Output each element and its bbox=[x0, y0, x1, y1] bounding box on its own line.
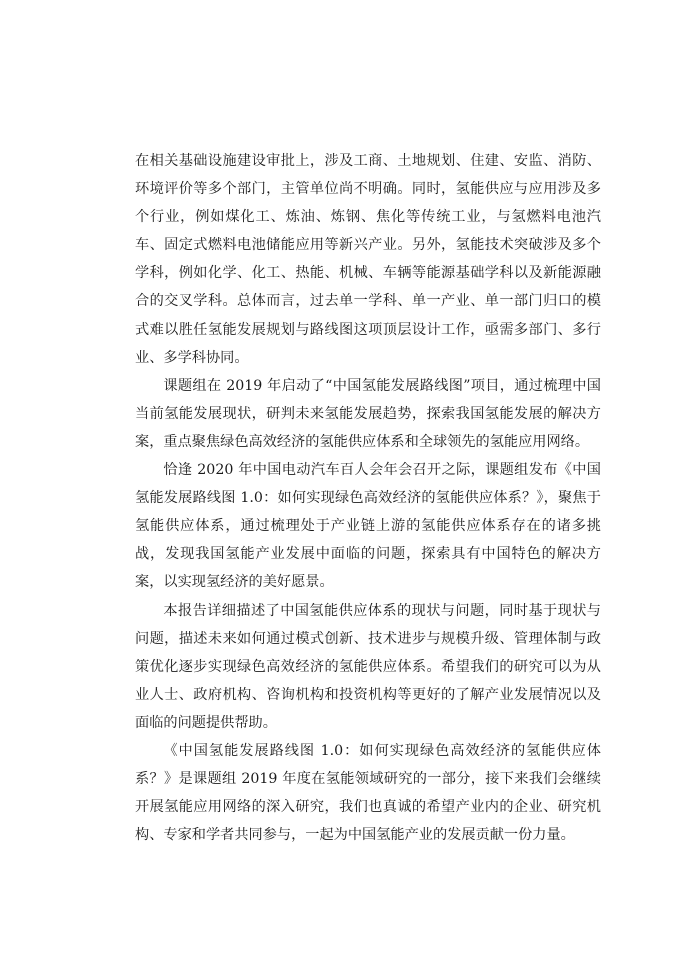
paragraph-2: 课题组在 2019 年启动了“中国氢能发展路线图”项目，通过梳理中国当前氢能发展现状，研判未来氢能发展趋势，探索我国氢能发展的解决方案，重点聚焦绿色高效经济的氢能供应体系和全球领先的氢能应用网络。 bbox=[135, 377, 601, 450]
paragraph-1: 在相关基础设施建设审批上，涉及工商、土地规划、住建、安监、消防、环境评价等多个部门，主管单位尚不明确。同时，氢能供应与应用涉及多个行业，例如煤化工、炼油、炼钢、焦化等传统工业，与氢燃料电池汽车、固定式燃料电池储能应用等新兴产业。另外，氢能技术突破涉及多个学科，例如化学、化工、热能、机械、车辆等能源基础学科以及新能源融合的交叉学科。总体而言，过去单一学科、单一产业、单一部门归口的模式难以胜任氢能发展规划与路线图这项顶层设计工作，亟需多部门、多行业、多学科协同。 bbox=[135, 153, 601, 366]
paragraph-4: 本报告详细描述了中国氢能供应体系的现状与问题，同时基于现状与问题，描述未来如何通过模式创新、技术进步与规模升级、管理体制与政策优化逐步实现绿色高效经济的氢能供应体系。希望我们的研究可以为从业人士、政府机构、咨询机构和投资机构等更好的了解产业发展情况以及面临的问题提供帮助。 bbox=[135, 602, 601, 731]
paragraph-5: 《中国氢能发展路线图 1.0：如何实现绿色高效经济的氢能供应体系？》是课题组 2019 年度在氢能领域研究的一部分，接下来我们会继续开展氢能应用网络的深入研究，我们也真诚的希望产业内的企业、研究机构、专家和学者共同参与，一起为中国氢能产业的发展贡献一份力量。 bbox=[135, 742, 601, 844]
document-body bbox=[135, 147, 601, 849]
paragraph-3: 恰逢 2020 年中国电动汽车百人会年会召开之际，课题组发布《中国氢能发展路线图 1.0：如何实现绿色高效经济的氢能供应体系？》，聚焦于氢能供应体系，通过梳理处于产业链上游的氢能供应体系存在的诸多挑战，发现我国氢能产业发展中面临的问题，探索具有中国特色的解决方案，以实现氢经济的美好愿景。 bbox=[135, 462, 601, 591]
